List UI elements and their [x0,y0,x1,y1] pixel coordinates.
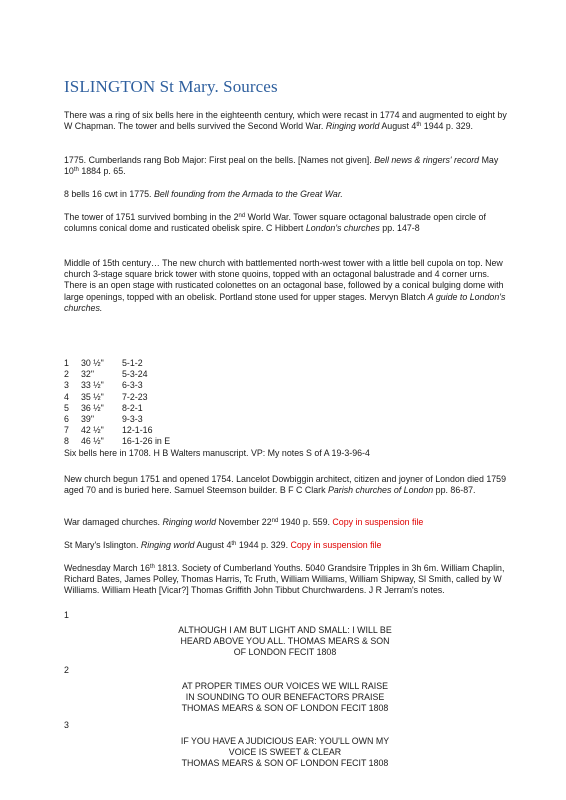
suspension-file-note: Copy in suspension file [332,517,424,527]
bell-row: 3 33 ½" 6-3-3 [64,380,143,391]
bell-row: 1 30 ½" 5-1-2 [64,358,143,368]
source-title: Bell founding from the Armada to the Great War. [153,189,343,199]
bell-inscription: IF YOU HAVE A JUDICIOUS EAR: YOU'LL OWN MY VOICE IS SWEET & CLEAR THOMAS MEARS & SON OF LONDON FECIT 1808 [180,736,390,769]
source-title: Ringing world [325,121,380,132]
paragraph-st-marys: St Mary's Islington. Ringing world August 4th 1944 p. 329. Copy in suspension file [64,540,382,550]
bell-row: 4 35 ½" 7-2-23 [64,391,148,402]
bell-inscription: ALTHOUGH I AM BUT LIGHT AND SMALL: I WILL BE HEARD ABOVE YOU ALL. THOMAS MEARS & SON OF LONDON FECIT 1808 [178,625,392,658]
bell-row: 2 32" 5-3-24 [64,369,148,380]
bell-table [64,358,370,459]
inscription-number: 1 [64,610,69,620]
bell-row: 7 42 ½" 12-1-16 [64,425,153,436]
paragraph-ring-history: There was a ring of six bells here in the eighteenth century, which were recast in 1774 and augmented to eight by W Chapman. The tower and bells survived the Second World War. Ringing world August 4th 1944 p. 329. [64,110,507,132]
suspension-file-note: Copy in suspension file [290,540,382,550]
inscription-number: 3 [64,720,69,730]
paragraph-church-architecture: Middle of 15th century… The new church with battlemented north-west tower with a little bell cupola on top. New church 3-stage square brick tower with stone quoins, topped with an octagonal balustrade and 4 corner urns. There is an open stage with rusticated colonettes on an octagonal base, followed by a conical bulging dome with large openings, topped with an obelisk. Portland stone used for upper stages. Mervyn Blatch A guide to London's churches. [64,258,506,313]
page-title: ISLINGTON St Mary. Sources [64,77,278,96]
bell-row: 5 36 ½" 8-2-1 [64,402,143,413]
source-title: A guide to London's churches. [64,291,506,313]
inscription-number: 2 [64,665,69,675]
source-title: Bell news & ringers' record [374,155,480,165]
paragraph-bell-weight: 8 bells 16 cwt in 1775. Bell founding from the Armada to the Great War. [64,189,343,199]
paragraph-war-damage: War damaged churches. Ringing world November 22nd 1940 p. 559. Copy in suspension file [64,517,424,527]
paragraph-peal-1813: Wednesday March 16th 1813. Society of Cumberland Youths. 5040 Grandsire Tripples in 3h 6m. William Chaplin, Richard Bates, James Polley, Thomas Harris, Tc Fruth, William Williams, William Shipway, Sl Smith, called by W Williams. William Heath [Vicar?] Thomas Griffith John Tibbut Churchwardens. J R Jerram's notes. [64,563,505,596]
bell-row: 8 46 ½" 16-1-26 in E [64,436,171,447]
source-title: Parish churches of London [327,485,434,496]
paragraph-first-peal: 1775. Cumberlands rang Bob Major: First peal on the bells. [Names not given]. Bell news & ringers' record May 10th 1884 p. 65. [64,155,499,177]
source-title: London's churches [305,223,380,234]
paragraph-new-church: New church begun 1751 and opened 1754. Lancelot Dowbiggin architect, citizen and joyner of London died 1759 aged 70 and is buried here. Samuel Steemson builder. B F C Clark Parish churches of London pp. 86-87. [64,474,507,496]
bell-row: 6 39" 9-3-3 [64,413,143,424]
paragraph-tower-description: The tower of 1751 survived bombing in the 2nd World War. Tower square octagonal balustrade open circle of columns conical dome and rusticated obelisk spire. C Hibbert London's churches pp. 147-8 [64,212,486,234]
bells-note: Six bells here in 1708. H B Walters manuscript. VP: My notes S of A 19-3-96-4 [64,447,370,458]
source-title: Ringing world [162,517,217,527]
bell-inscription: AT PROPER TIMES OUR VOICES WE WILL RAISE IN SOUNDING TO OUR BENEFACTORS PRAISE THOMAS MEARS & SON OF LONDON FECIT 1808 [181,681,389,714]
source-title: Ringing world [140,540,195,550]
